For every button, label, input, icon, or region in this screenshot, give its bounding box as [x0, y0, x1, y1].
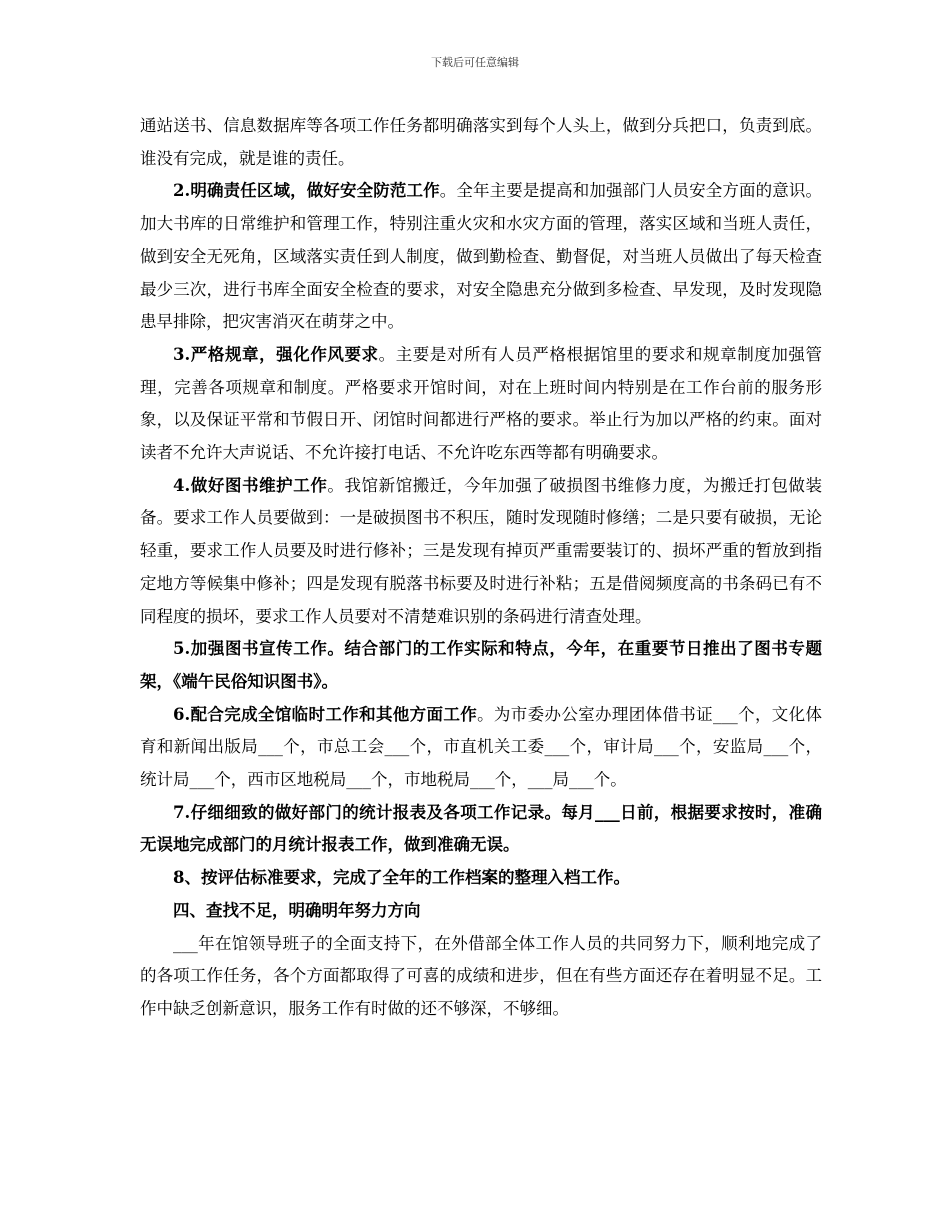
paragraph-heading: 四、查找不足，明确明年努力方向 — [173, 900, 421, 920]
paragraph-heading: 8、按评估标准要求，完成了全年的工作档案的整理入档工作。 — [173, 868, 630, 888]
paragraph-heading: 6.配合完成全馆临时工作和其他方面工作 — [173, 704, 478, 724]
section-heading — [140, 895, 822, 928]
document-body — [140, 110, 822, 1026]
paragraph-heading: 2.明确责任区域，做好安全防范工作 — [173, 181, 440, 201]
paragraph-text: 通站送书、信息数据库等各项工作任务都明确落实到每个人头上，做到分兵把口，负责到底。谁没有完成，就是谁的责任。 — [140, 116, 822, 168]
paragraph-5 — [140, 633, 822, 698]
paragraph-heading: 3.严格规章，强化作风要求 — [173, 344, 379, 364]
paragraph-text: 。我馆新馆搬迁，今年加强了破损图书维修力度，为搬迁打包做装备。要求工作人员要做到：一是破损图书不积压，随时发现随时修缮；二是只要有破损，无论轻重，要求工作人员要及时进行修补；三是发现有掉页严重需要装订的、损坏严重的暂放到指定地方等候集中修补；四是发现有脱落书标要及时进行补粘；五是借阅频度高的书条码已有不同程度的损坏，要求工作人员要对不清楚难识别的条码进行清查处理。 — [140, 475, 822, 626]
paragraph-7 — [140, 797, 822, 862]
paragraph-2 — [140, 175, 822, 339]
paragraph-text: 。全年主要是提高和加强部门人员安全方面的意识。加大书库的日常维护和管理工作，特别注重火灾和水灾方面的管理，落实区域和当班人责任，做到安全无死角，区域落实责任到人制度，做到勤检查、勤督促，对当班人员做出了每天检查最少三次，进行书库全面安全检查的要求，对安全隐患充分做到多检查、早发现，及时发现隐患早排除，把灾害消灭在萌芽之中。 — [140, 181, 822, 332]
paragraph-heading: 4.做好图书维护工作 — [173, 475, 328, 495]
paragraph-4 — [140, 470, 822, 634]
paragraph-6 — [140, 699, 822, 797]
paragraph-8 — [140, 862, 822, 895]
paragraph-text: ___年在馆领导班子的全面支持下，在外借部全体工作人员的共同努力下，顺利地完成了的各项工作任务，各个方面都取得了可喜的成绩和进步，但在有些方面还存在着明显不足。工作中缺乏创新意识，服务工作有时做的还不够深，不够细。 — [140, 933, 822, 1018]
paragraph-9 — [140, 928, 822, 1026]
paragraph-1 — [140, 110, 822, 175]
paragraph-3 — [140, 339, 822, 470]
paragraph-heading: 5.加强图书宣传工作。结合部门的工作实际和特点，今年，在重要节日推出了图书专题架，《端午民俗知识图书》。 — [140, 639, 822, 691]
paragraph-text: 。为市委办公室办理团体借书证___个，文化体育和新闻出版局___个，市总工会___个，市直机关工委___个，审计局___个，安监局___个，统计局___个，西市区地税局___个，市地税局___个，___局___个。 — [140, 704, 822, 790]
paragraph-text: 。主要是对所有人员严格根据馆里的要求和规章制度加强管理，完善各项规章和制度。严格要求开馆时间，对在上班时间内特别是在工作台前的服务形象，以及保证平常和节假日开、闭馆时间都进行严格的要求。举止行为加以严格的约束。面对读者不允许大声说话、不允许接打电话、不允许吃东西等都有明确要求。 — [140, 344, 822, 463]
paragraph-heading: 7.仔细细致的做好部门的统计报表及各项工作记录。每月___日前，根据要求按时，准确无误地完成部门的月统计报表工作，做到准确无误。 — [140, 802, 822, 855]
page-header: 下载后可任意编辑 — [431, 56, 519, 69]
